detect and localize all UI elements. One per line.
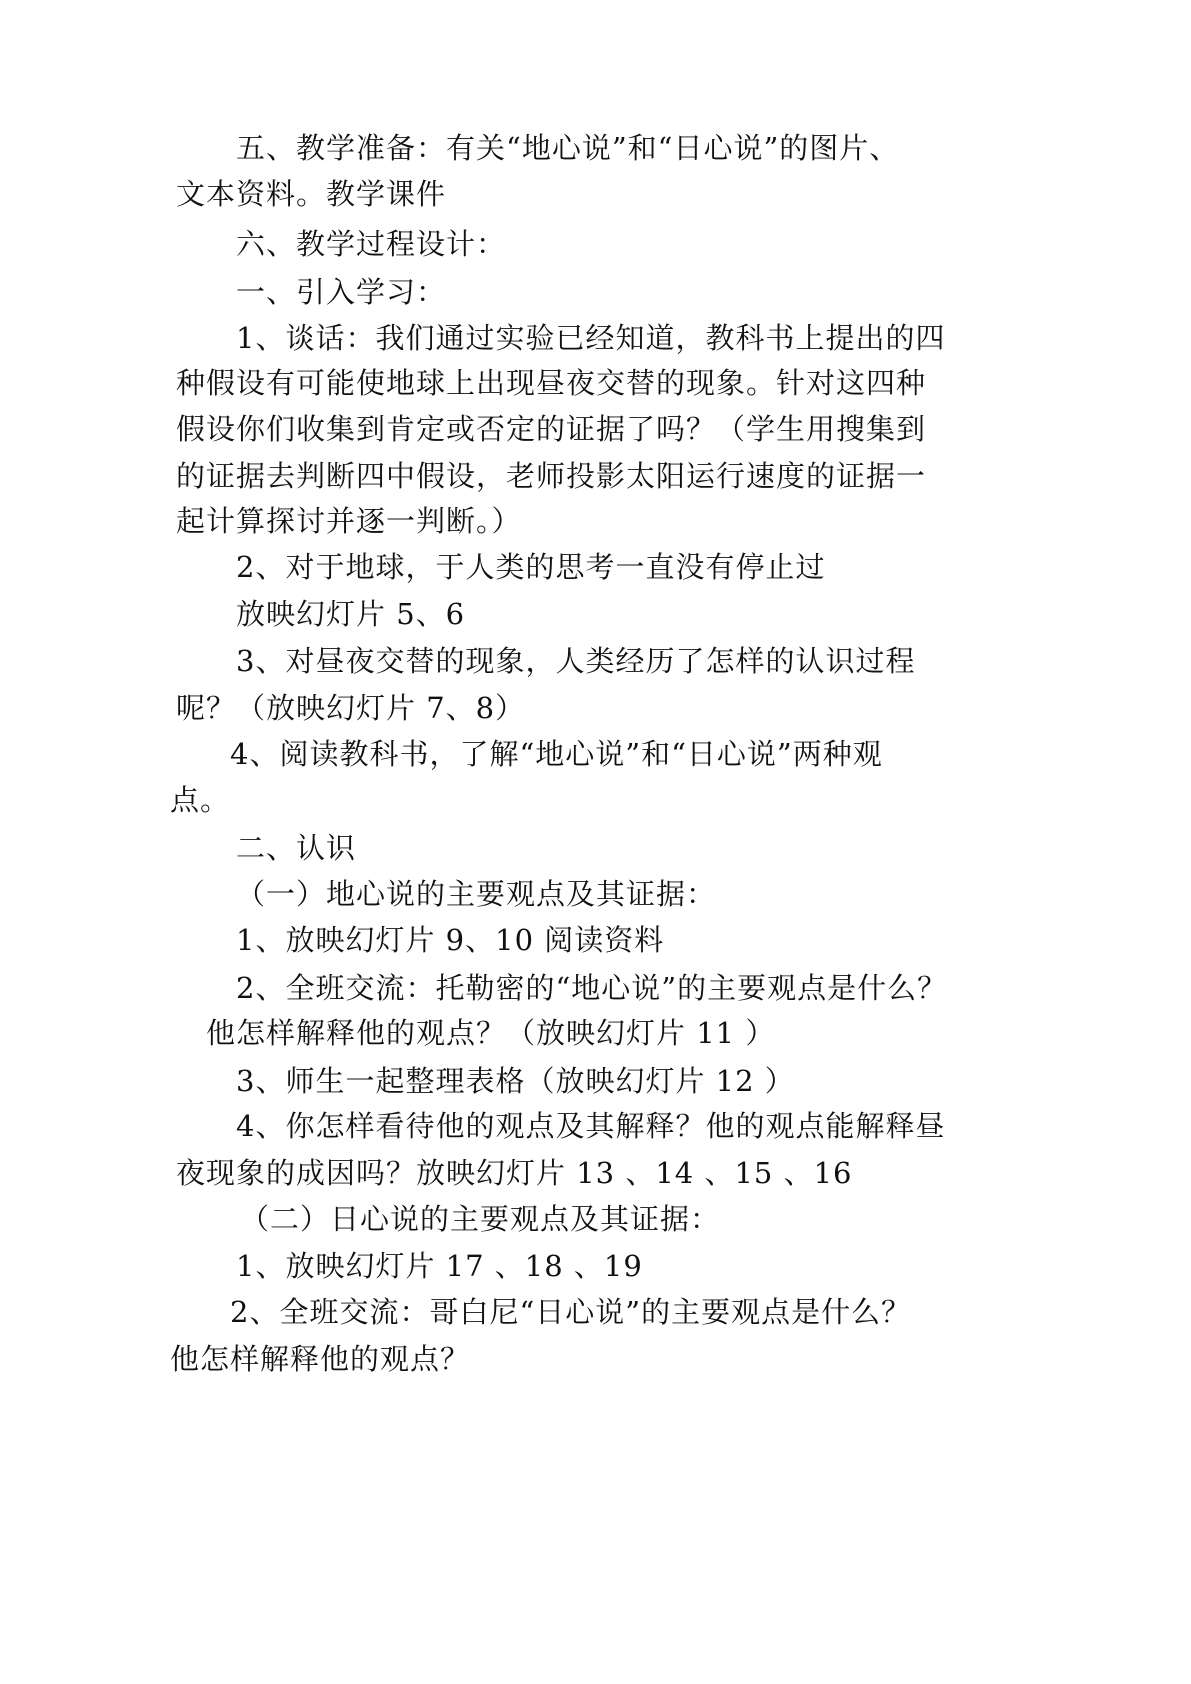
text-line-20: 他怎样解释他的观点？（放映幻灯片 11 ）: [206, 1016, 776, 1050]
text-line-6: 种假设有可能使地球上出现昼夜交替的现象。针对这四种: [176, 366, 927, 400]
text-line-21: 3、师生一起整理表格（放映幻灯片 12 ）: [236, 1064, 795, 1098]
text-line-10: 2、对于地球，于人类的思考一直没有停止过: [236, 550, 826, 584]
text-line-5: 1、谈话：我们通过实验已经知道，教科书上提出的四: [236, 321, 946, 355]
text-line-17: （一）地心说的主要观点及其证据：: [236, 877, 717, 911]
text-line-18: 1、放映幻灯片 9、10 阅读资料: [236, 923, 665, 957]
text-line-1: 五、教学准备：有关“地心说”和“日心说”的图片、: [236, 131, 900, 165]
text-line-13: 呢？（放映幻灯片 7、8）: [176, 691, 526, 725]
text-line-25: 1、放映幻灯片 17 、18 、19: [236, 1249, 643, 1283]
text-line-26: 2、全班交流：哥白尼“日心说”的主要观点是什么？: [230, 1295, 912, 1329]
text-line-11: 放映幻灯片 5、6: [236, 597, 466, 631]
text-line-27: 他怎样解释他的观点？: [170, 1342, 471, 1376]
text-line-8: 的证据去判断四中假设，老师投影太阳运行速度的证据一: [176, 459, 927, 493]
text-line-3: 六、教学过程设计：: [236, 227, 507, 261]
text-line-2: 文本资料。教学课件: [176, 177, 447, 211]
text-line-14: 4、阅读教科书，了解“地心说”和“日心说”两种观: [230, 737, 883, 771]
text-line-4: 一、引入学习：: [236, 275, 447, 309]
text-line-7: 假设你们收集到肯定或否定的证据了吗？（学生用搜集到: [176, 412, 927, 446]
text-line-9: 起计算探讨并逐一判断。）: [176, 504, 522, 538]
text-line-12: 3、对昼夜交替的现象，人类经历了怎样的认识过程: [236, 644, 916, 678]
text-line-22: 4、你怎样看待他的观点及其解释？他的观点能解释昼: [236, 1109, 946, 1143]
text-line-15: 点。: [170, 783, 231, 817]
text-line-24: （二）日心说的主要观点及其证据：: [240, 1202, 721, 1236]
text-line-19: 2、全班交流：托勒密的“地心说”的主要观点是什么？: [236, 971, 948, 1005]
text-line-16: 二、认识: [236, 831, 357, 865]
text-line-23: 夜现象的成因吗？放映幻灯片 13 、14 、15 、16: [176, 1156, 853, 1190]
